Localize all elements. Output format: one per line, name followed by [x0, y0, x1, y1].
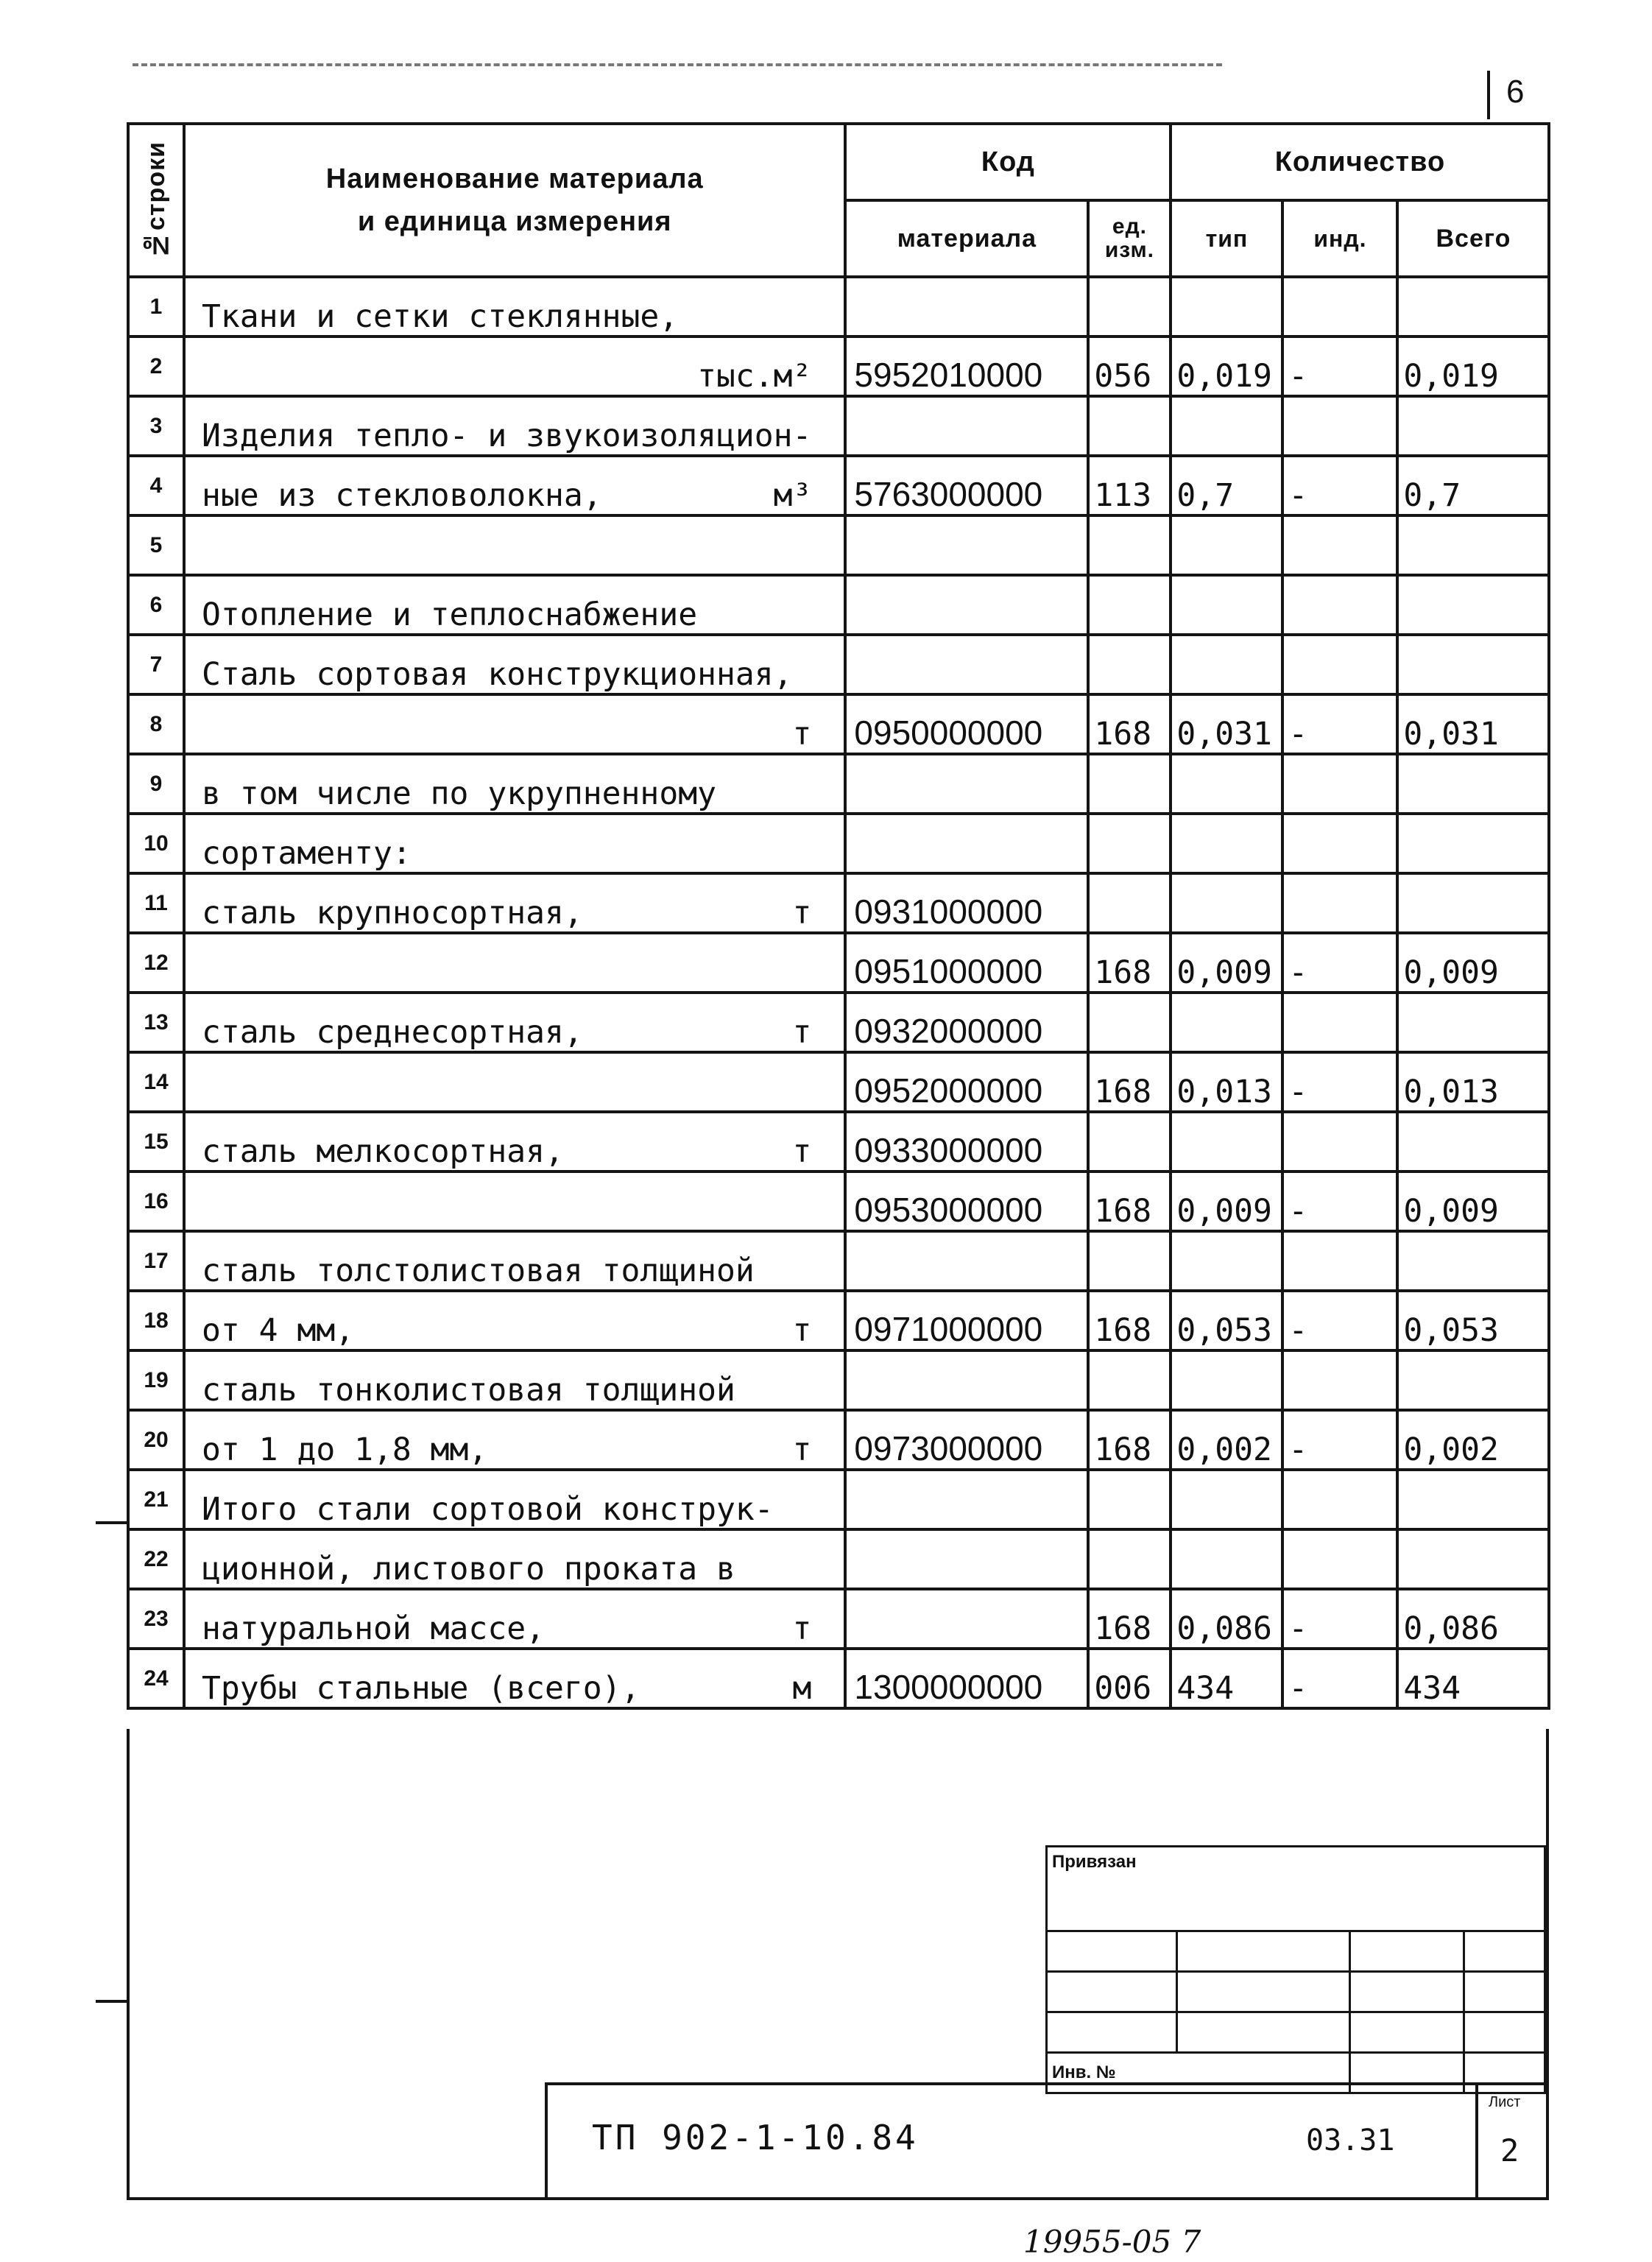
quantity-total: 0,013: [1397, 1052, 1549, 1112]
quantity-ind: -: [1282, 1171, 1397, 1231]
header-name: Наименование материала и единица измерения: [184, 124, 845, 277]
material-name-cell: [184, 635, 845, 694]
material-name-cell: [184, 337, 845, 396]
unit-code: [1088, 814, 1171, 873]
quantity-type: 0,009: [1171, 1171, 1282, 1231]
material-name-cell: [184, 1231, 845, 1291]
row-number: 9: [128, 754, 184, 814]
unit-code: 168: [1088, 1052, 1171, 1112]
material-code: 5952010000: [845, 337, 1088, 396]
quantity-total: 0,002: [1397, 1410, 1549, 1470]
material-code: [845, 575, 1088, 635]
material-name-cell: [184, 277, 845, 337]
header-code-group: Код: [845, 124, 1171, 200]
quantity-total: [1397, 277, 1549, 337]
unit-code: 168: [1088, 933, 1171, 993]
unit-code: [1088, 1231, 1171, 1291]
quantity-ind: -: [1282, 933, 1397, 993]
unit-of-measure: м³: [773, 477, 812, 514]
row-number: 16: [128, 1171, 184, 1231]
table-row: [128, 277, 1549, 337]
material-code: [845, 1231, 1088, 1291]
row-number: 4: [128, 456, 184, 515]
material-code: 5763000000: [845, 456, 1088, 515]
table-row: [128, 1291, 1549, 1350]
header-row-number: №строки: [128, 124, 184, 277]
table-row: [128, 456, 1549, 515]
material-name: Отопление и теплоснабжение: [202, 596, 698, 633]
unit-code: 056: [1088, 337, 1171, 396]
material-name: Трубы стальные (всего),: [202, 1670, 640, 1707]
material-name-cell: [184, 873, 845, 933]
quantity-type: [1171, 575, 1282, 635]
quantity-ind: -: [1282, 1291, 1397, 1350]
material-code: 0933000000: [845, 1112, 1088, 1171]
material-code: [845, 1350, 1088, 1410]
material-code: [845, 635, 1088, 694]
unit-code: 168: [1088, 1171, 1171, 1231]
quantity-total: [1397, 396, 1549, 456]
row-number: 5: [128, 515, 184, 575]
material-name-cell: [184, 1470, 845, 1529]
table-row: [128, 814, 1549, 873]
archive-stamp: 19955-05 7: [1023, 2224, 1201, 2260]
unit-of-measure: т: [792, 1610, 812, 1647]
material-name: Ткани и сетки стеклянные,: [202, 298, 679, 335]
material-name: сталь крупносортная,: [202, 895, 583, 931]
quantity-ind: -: [1282, 337, 1397, 396]
quantity-total: [1397, 814, 1549, 873]
table-row: [128, 1410, 1549, 1470]
table-row: [128, 1171, 1549, 1231]
quantity-type: [1171, 814, 1282, 873]
quantity-ind: [1282, 993, 1397, 1052]
table-row: [128, 1649, 1549, 1708]
row-number: 8: [128, 694, 184, 754]
unit-code: [1088, 873, 1171, 933]
quantity-total: [1397, 635, 1549, 694]
row-number: 23: [128, 1589, 184, 1649]
unit-of-measure: т: [792, 1133, 812, 1170]
unit-code: [1088, 1470, 1171, 1529]
quantity-total: [1397, 1112, 1549, 1171]
quantity-total: [1397, 993, 1549, 1052]
table-row: [128, 575, 1549, 635]
quantity-type: 0,013: [1171, 1052, 1282, 1112]
quantity-total: 434: [1397, 1649, 1549, 1708]
quantity-ind: [1282, 575, 1397, 635]
materials-table: [127, 122, 1550, 1710]
side-mark: [96, 1521, 130, 1524]
quantity-total: 0,009: [1397, 933, 1549, 993]
side-mark: [96, 2000, 130, 2003]
row-number: 18: [128, 1291, 184, 1350]
table-row: [128, 337, 1549, 396]
material-code: 1300000000: [845, 1649, 1088, 1708]
material-code: 0952000000: [845, 1052, 1088, 1112]
table-row: [128, 1470, 1549, 1529]
material-code: 0950000000: [845, 694, 1088, 754]
quantity-ind: [1282, 814, 1397, 873]
quantity-ind: -: [1282, 1589, 1397, 1649]
quantity-type: [1171, 1529, 1282, 1589]
quantity-total: 0,031: [1397, 694, 1549, 754]
quantity-type: 434: [1171, 1649, 1282, 1708]
unit-code: [1088, 993, 1171, 1052]
title-block: [545, 2082, 1546, 2200]
row-number: 15: [128, 1112, 184, 1171]
table-row: [128, 1589, 1549, 1649]
material-code: [845, 1470, 1088, 1529]
header-quantity-group: Количество: [1171, 124, 1549, 200]
material-name: сортаменту:: [202, 835, 412, 872]
corner-tick: [1487, 71, 1490, 119]
quantity-type: 0,031: [1171, 694, 1282, 754]
quantity-ind: [1282, 1470, 1397, 1529]
material-name-cell: [184, 1052, 845, 1112]
binding-block: [1045, 1845, 1546, 2094]
quantity-total: 0,7: [1397, 456, 1549, 515]
material-code: 0931000000: [845, 873, 1088, 933]
unit-of-measure: т: [792, 1014, 812, 1051]
material-name-cell: [184, 1112, 845, 1171]
unit-code: [1088, 1529, 1171, 1589]
unit-code: [1088, 754, 1171, 814]
unit-code: [1088, 396, 1171, 456]
material-name: ционной, листового проката в: [202, 1551, 735, 1588]
quantity-type: [1171, 396, 1282, 456]
unit-of-measure: т: [792, 716, 812, 753]
page-number: 6: [1506, 74, 1525, 110]
row-number: 6: [128, 575, 184, 635]
quantity-total: [1397, 1350, 1549, 1410]
quantity-total: 0,019: [1397, 337, 1549, 396]
unit-of-measure: т: [792, 1312, 812, 1349]
material-name-cell: [184, 694, 845, 754]
document-code: ТП 902-1-10.84: [592, 2118, 919, 2157]
material-name: сталь толстолистовая толщиной: [202, 1252, 755, 1289]
row-number: 11: [128, 873, 184, 933]
quantity-type: [1171, 277, 1282, 337]
table-row: [128, 1529, 1549, 1589]
quantity-type: [1171, 873, 1282, 933]
table-row: [128, 754, 1549, 814]
row-number: 24: [128, 1649, 184, 1708]
row-number: 3: [128, 396, 184, 456]
unit-code: 168: [1088, 694, 1171, 754]
row-number: 12: [128, 933, 184, 993]
quantity-type: [1171, 993, 1282, 1052]
row-number: 20: [128, 1410, 184, 1470]
row-number: 13: [128, 993, 184, 1052]
row-number: 22: [128, 1529, 184, 1589]
quantity-total: [1397, 1529, 1549, 1589]
material-name: натуральной массе,: [202, 1610, 545, 1647]
unit-code: [1088, 635, 1171, 694]
table-row: [128, 1231, 1549, 1291]
quantity-ind: [1282, 873, 1397, 933]
table-row: [128, 1052, 1549, 1112]
unit-code: 113: [1088, 456, 1171, 515]
material-name: от 4 мм,: [202, 1312, 355, 1349]
material-name: сталь мелкосортная,: [202, 1133, 564, 1170]
material-name-cell: [184, 396, 845, 456]
material-code: [845, 1589, 1088, 1649]
quantity-type: 0,002: [1171, 1410, 1282, 1470]
material-name: в том числе по укрупненному: [202, 775, 716, 812]
unit-of-measure: т: [792, 895, 812, 931]
quantity-ind: -: [1282, 1649, 1397, 1708]
quantity-type: 0,7: [1171, 456, 1282, 515]
inventory-number-label: Инв. №: [1047, 2053, 1350, 2093]
table-row: [128, 993, 1549, 1052]
material-name-cell: [184, 1410, 845, 1470]
unit-code: 168: [1088, 1589, 1171, 1649]
sheet-label: Лист: [1489, 2094, 1521, 2110]
table-row: [128, 1350, 1549, 1410]
material-code: 0953000000: [845, 1171, 1088, 1231]
quantity-type: 0,009: [1171, 933, 1282, 993]
quantity-type: [1171, 754, 1282, 814]
material-code: [845, 754, 1088, 814]
table-row: [128, 933, 1549, 993]
unit-code: 168: [1088, 1291, 1171, 1350]
material-code: [845, 1529, 1088, 1589]
quantity-total: [1397, 754, 1549, 814]
material-name-cell: [184, 456, 845, 515]
quantity-total: [1397, 575, 1549, 635]
material-name-cell: [184, 993, 845, 1052]
quantity-type: [1171, 1470, 1282, 1529]
material-code: 0971000000: [845, 1291, 1088, 1350]
material-name-cell: [184, 754, 845, 814]
unit-code: 006: [1088, 1649, 1171, 1708]
quantity-total: 0,009: [1397, 1171, 1549, 1231]
material-name: Итого стали сортовой конструк-: [202, 1491, 774, 1528]
row-number: 19: [128, 1350, 184, 1410]
sheet-number: 2: [1500, 2132, 1519, 2168]
header-total: Всего: [1397, 200, 1549, 277]
row-number: 2: [128, 337, 184, 396]
unit-code: [1088, 575, 1171, 635]
material-name: Изделия тепло- и звукоизоляцион-: [202, 417, 812, 454]
material-name: сталь тонколистовая толщиной: [202, 1372, 735, 1409]
quantity-total: [1397, 873, 1549, 933]
material-name: сталь среднесортная,: [202, 1014, 583, 1051]
quantity-type: 0,053: [1171, 1291, 1282, 1350]
material-code: [845, 515, 1088, 575]
sheet-cell: [1475, 2085, 1546, 2200]
quantity-total: 0,053: [1397, 1291, 1549, 1350]
quantity-ind: -: [1282, 1052, 1397, 1112]
material-name-cell: [184, 1350, 845, 1410]
quantity-ind: [1282, 515, 1397, 575]
quantity-ind: [1282, 1529, 1397, 1589]
material-name-cell: [184, 933, 845, 993]
row-number: 10: [128, 814, 184, 873]
table-row: [128, 873, 1549, 933]
material-name-cell: [184, 1171, 845, 1231]
material-code: 0973000000: [845, 1410, 1088, 1470]
unit-code: [1088, 1350, 1171, 1410]
material-name-cell: [184, 515, 845, 575]
quantity-type: [1171, 1350, 1282, 1410]
quantity-ind: -: [1282, 1410, 1397, 1470]
unit-code: [1088, 1112, 1171, 1171]
quantity-type: [1171, 635, 1282, 694]
quantity-total: [1397, 1470, 1549, 1529]
unit-of-measure: т: [792, 1431, 812, 1468]
quantity-type: 0,086: [1171, 1589, 1282, 1649]
quantity-total: [1397, 1231, 1549, 1291]
header-type: тип: [1171, 200, 1282, 277]
binding-title: Привязан: [1047, 1847, 1545, 1931]
table-row: [128, 396, 1549, 456]
quantity-type: [1171, 1231, 1282, 1291]
material-name-cell: [184, 814, 845, 873]
document-date: 03.31: [1306, 2124, 1395, 2157]
scan-noise-line: [133, 63, 1222, 69]
row-number: 14: [128, 1052, 184, 1112]
quantity-ind: [1282, 635, 1397, 694]
quantity-ind: [1282, 1112, 1397, 1171]
material-code: [845, 814, 1088, 873]
quantity-ind: [1282, 754, 1397, 814]
material-name-cell: [184, 1589, 845, 1649]
table-body: [128, 277, 1549, 1708]
material-name: ные из стекловолокна,: [202, 477, 602, 514]
quantity-ind: -: [1282, 694, 1397, 754]
material-name-cell: [184, 1291, 845, 1350]
unit-code: [1088, 515, 1171, 575]
quantity-type: [1171, 515, 1282, 575]
table-row: [128, 694, 1549, 754]
quantity-ind: [1282, 1350, 1397, 1410]
quantity-ind: [1282, 1231, 1397, 1291]
material-code: [845, 277, 1088, 337]
quantity-ind: [1282, 396, 1397, 456]
quantity-ind: [1282, 277, 1397, 337]
quantity-total: 0,086: [1397, 1589, 1549, 1649]
quantity-type: [1171, 1112, 1282, 1171]
material-name: от 1 до 1,8 мм,: [202, 1431, 488, 1468]
row-number: 17: [128, 1231, 184, 1291]
material-code: 0932000000: [845, 993, 1088, 1052]
table-row: [128, 1112, 1549, 1171]
quantity-total: [1397, 515, 1549, 575]
table-row: [128, 515, 1549, 575]
row-number: 7: [128, 635, 184, 694]
material-name: Сталь сортовая конструкционная,: [202, 656, 793, 693]
unit-of-measure: м: [792, 1670, 812, 1707]
table-row: [128, 635, 1549, 694]
header-unit: ед. изм.: [1088, 200, 1171, 277]
unit-of-measure: тыс.м²: [697, 358, 812, 395]
material-code: [845, 396, 1088, 456]
header-ind: инд.: [1282, 200, 1397, 277]
unit-code: 168: [1088, 1410, 1171, 1470]
quantity-ind: -: [1282, 456, 1397, 515]
header-material-code: материала: [845, 200, 1088, 277]
unit-code: [1088, 277, 1171, 337]
quantity-type: 0,019: [1171, 337, 1282, 396]
material-name-cell: [184, 1529, 845, 1589]
row-number: 1: [128, 277, 184, 337]
material-code: 0951000000: [845, 933, 1088, 993]
material-name-cell: [184, 1649, 845, 1708]
row-number: 21: [128, 1470, 184, 1529]
material-name-cell: [184, 575, 845, 635]
